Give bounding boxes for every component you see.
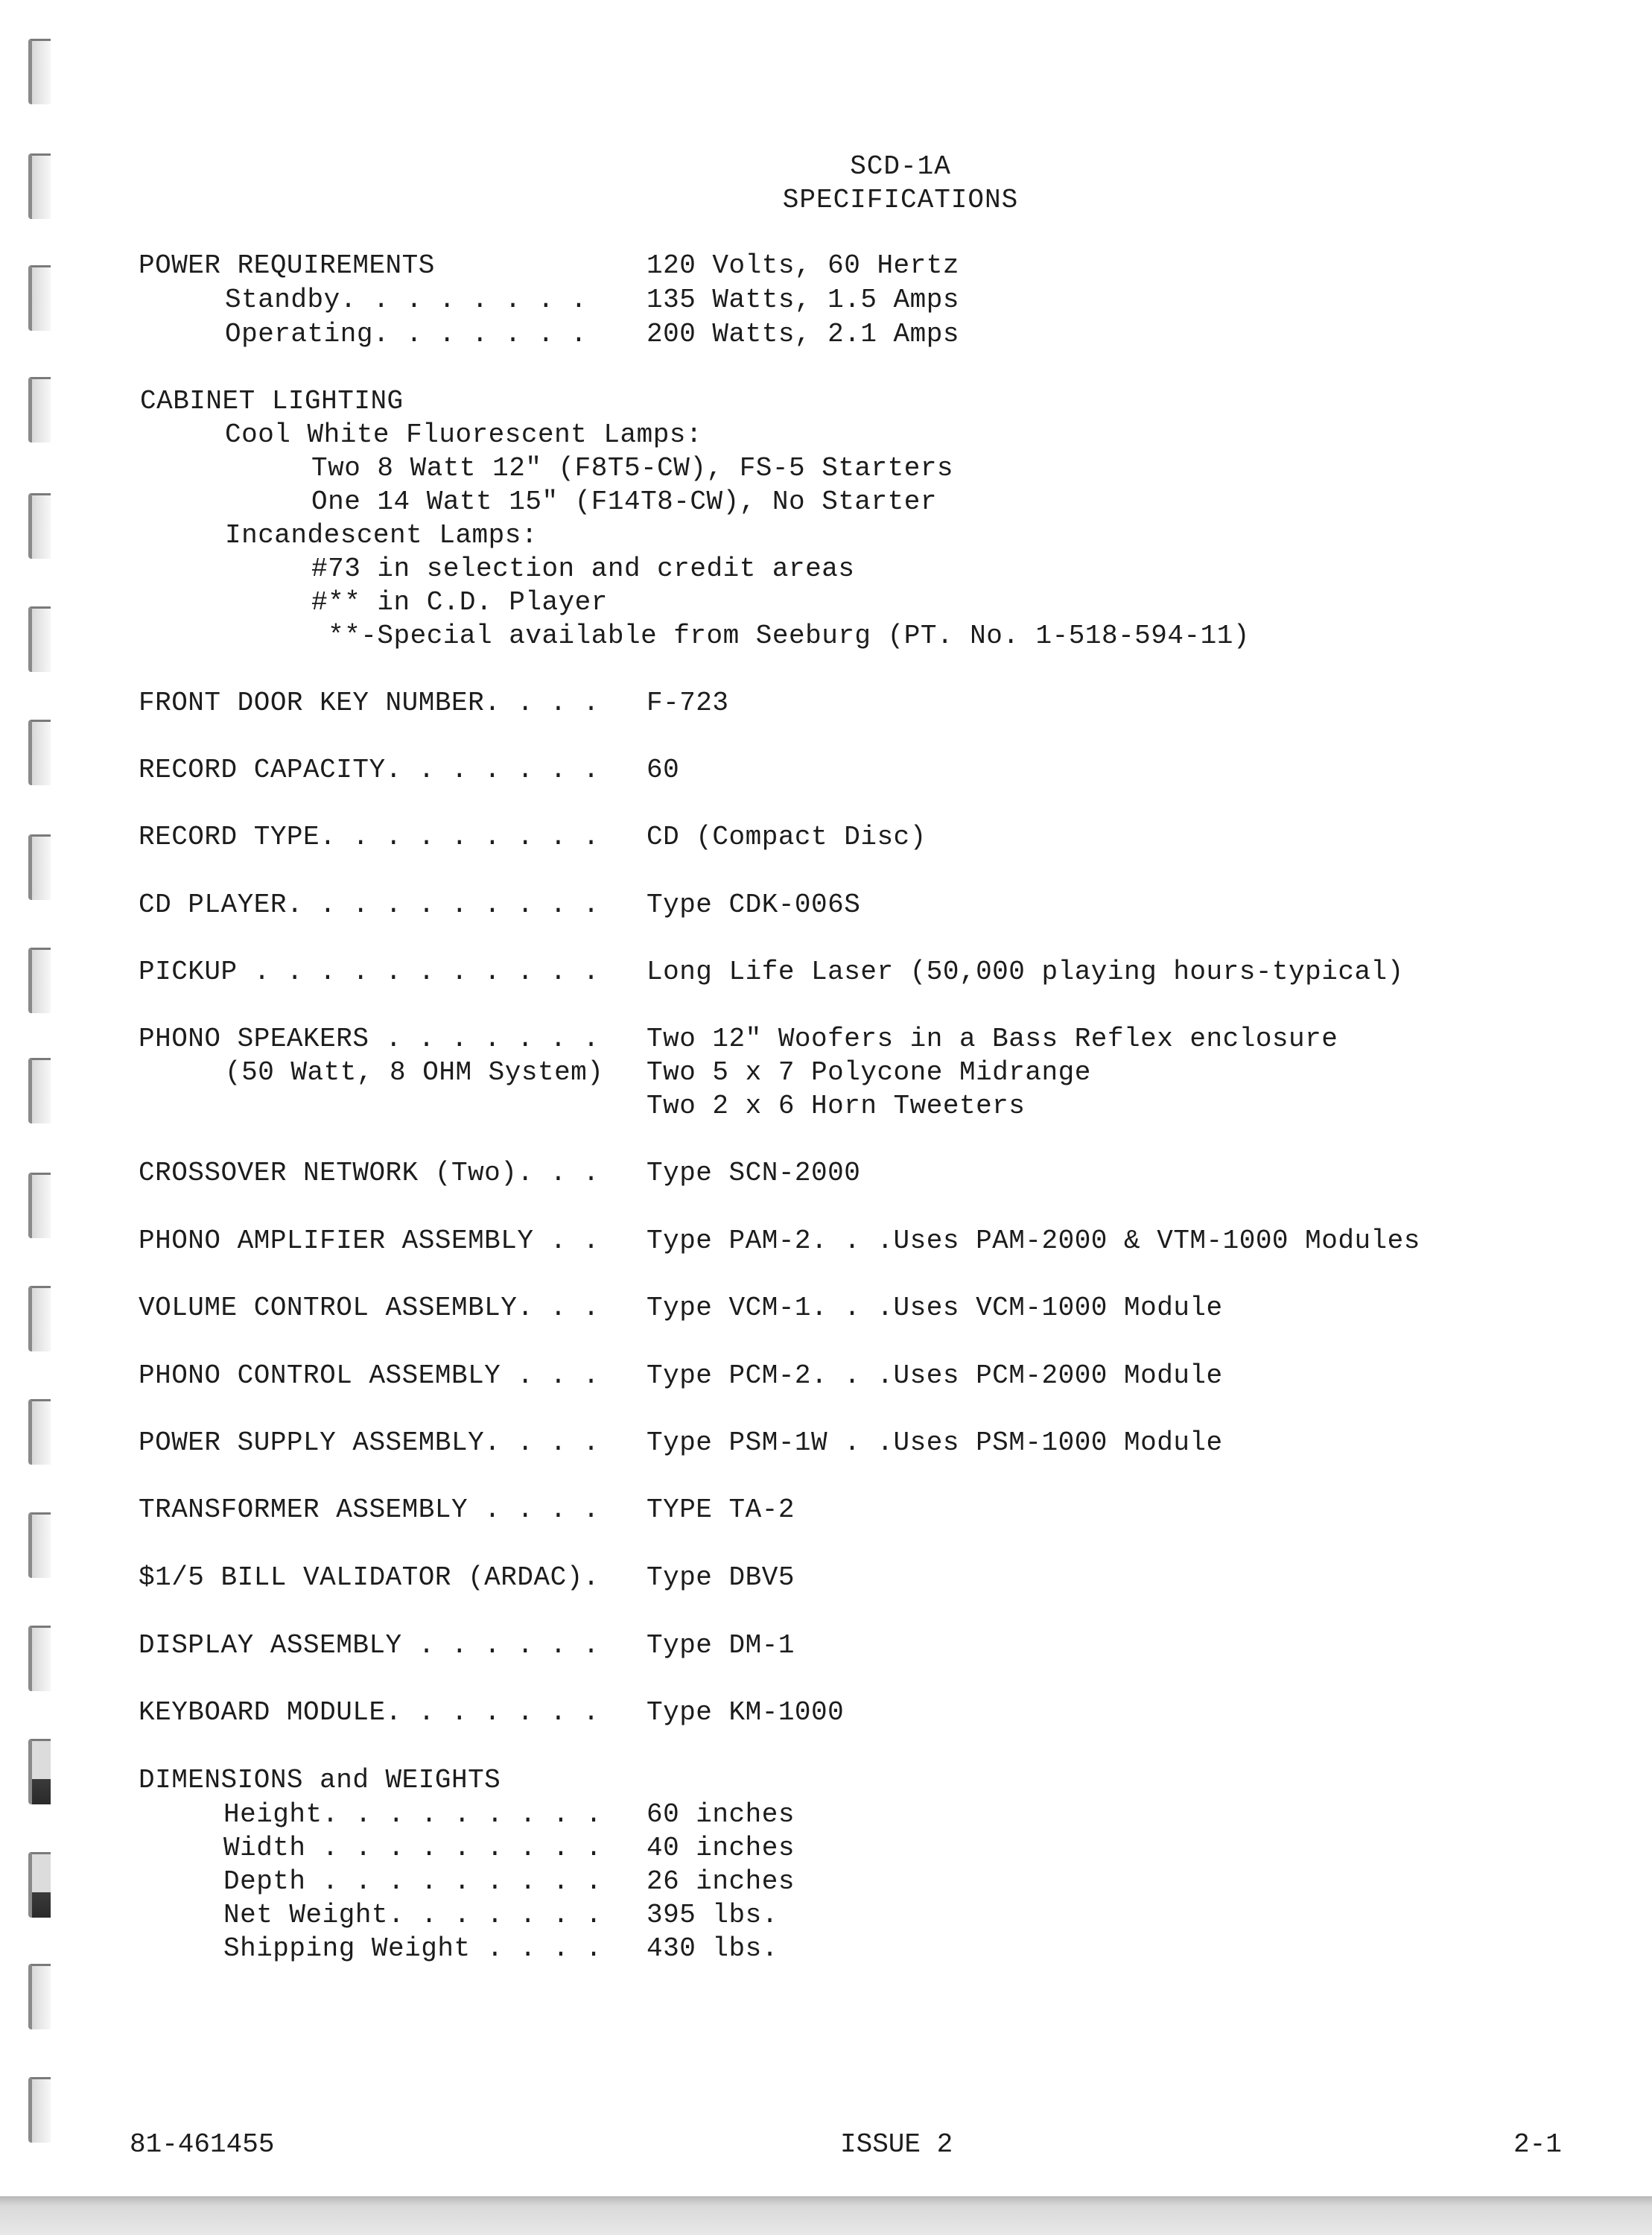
- spec-label: KEYBOARD MODULE. . . . . . .: [139, 1697, 600, 1728]
- incandescent-item: #** in C.D. Player: [311, 587, 608, 618]
- spec-row-transformer: [139, 1493, 795, 1527]
- spec-label: CD PLAYER. . . . . . . . . .: [139, 890, 600, 920]
- scan-edge: [0, 2196, 1652, 2235]
- speakers-label: PHONO SPEAKERS . . . . . . .: [139, 1024, 600, 1054]
- power-value: 120 Volts, 60 Hertz: [646, 250, 959, 281]
- spec-value: Type DBV5: [646, 1562, 795, 1593]
- spec-row-pickup: [139, 955, 1404, 989]
- dimension-value: 60 inches: [646, 1799, 795, 1830]
- spec-value: F-723: [646, 688, 729, 718]
- incandescent-item: #73 in selection and credit areas: [311, 554, 855, 584]
- incandescent-label: Incandescent Lamps:: [225, 520, 538, 551]
- binder-hole: [28, 265, 51, 331]
- binder-hole: [28, 39, 51, 104]
- binder-hole: [28, 377, 51, 443]
- spec-row-key-number: [139, 686, 729, 720]
- spec-label: RECORD TYPE. . . . . . . . .: [139, 822, 600, 852]
- binder-hole: [28, 493, 51, 559]
- binder-hole: [28, 1399, 51, 1465]
- dimension-row: [139, 1898, 778, 1933]
- binder-hole: [28, 1173, 51, 1238]
- spec-value: CD (Compact Disc): [646, 822, 927, 852]
- speakers-value: Two 12" Woofers in a Bass Reflex enclosure: [646, 1024, 1338, 1054]
- binder-holes: [0, 0, 67, 2205]
- dimension-row: [139, 1831, 795, 1865]
- spec-label: RECORD CAPACITY. . . . . . .: [139, 755, 600, 785]
- model-number: SCD-1A: [850, 151, 951, 182]
- spec-row-speakers-3: [139, 1089, 1026, 1123]
- spec-value: Type DM-1: [646, 1630, 795, 1661]
- binder-hole: [28, 1058, 51, 1123]
- spec-label: VOLUME CONTROL ASSEMBLY. . .: [139, 1293, 600, 1323]
- spec-row-power-supply: [139, 1426, 1223, 1460]
- dimension-value: 430 lbs.: [646, 1933, 778, 1964]
- dimension-label: Net Weight. . . . . . .: [223, 1900, 603, 1930]
- binder-hole: [28, 1739, 51, 1804]
- spec-row-display: [139, 1629, 795, 1663]
- spec-row-volume-control: [139, 1291, 1223, 1325]
- binder-hole: [28, 2077, 51, 2143]
- dimension-row: [139, 1798, 795, 1832]
- spec-value: Type CDK-006S: [646, 890, 861, 920]
- binder-hole: [28, 834, 51, 900]
- dimension-row: [139, 1932, 778, 1966]
- spec-row-cd-player: [139, 888, 861, 922]
- spec-row-crossover: [139, 1156, 861, 1191]
- spec-value: Type SCN-2000: [646, 1158, 861, 1188]
- spec-value: TYPE TA-2: [646, 1494, 795, 1525]
- speakers-value: Two 5 x 7 Polycone Midrange: [646, 1057, 1091, 1088]
- dimension-label: Shipping Weight . . . .: [223, 1933, 603, 1964]
- spec-value: Type PSM-1W . .Uses PSM-1000 Module: [646, 1427, 1223, 1458]
- binder-hole: [28, 1286, 51, 1351]
- binder-hole: [28, 153, 51, 219]
- binder-hole: [28, 1852, 51, 1918]
- spec-row-record-capacity: [139, 753, 680, 787]
- spec-label: $1/5 BILL VALIDATOR (ARDAC).: [139, 1562, 600, 1593]
- spec-label: DISPLAY ASSEMBLY . . . . . .: [139, 1630, 600, 1661]
- dimension-value: 395 lbs.: [646, 1900, 778, 1930]
- spec-row-bill-validator: [139, 1561, 795, 1595]
- binder-hole: [28, 948, 51, 1013]
- power-standby: [139, 283, 959, 317]
- power-requirements: [139, 249, 959, 283]
- spec-label: PHONO AMPLIFIER ASSEMBLY . .: [139, 1226, 600, 1256]
- spec-value: Type KM-1000: [646, 1697, 845, 1728]
- page-number: 2-1: [1513, 2129, 1562, 2160]
- speakers-value: Two 2 x 6 Horn Tweeters: [646, 1091, 1026, 1121]
- spec-row-speakers-2: [139, 1056, 1091, 1090]
- spec-label: CROSSOVER NETWORK (Two). . .: [139, 1158, 600, 1188]
- spec-label: PHONO CONTROL ASSEMBLY . . .: [139, 1360, 600, 1391]
- lighting-label: CABINET LIGHTING: [140, 386, 404, 416]
- fluorescent-label: Cool White Fluorescent Lamps:: [225, 419, 703, 450]
- operating-value: 200 Watts, 2.1 Amps: [646, 319, 959, 349]
- dimension-value: 26 inches: [646, 1866, 795, 1897]
- dimension-row: [139, 1865, 795, 1899]
- issue-number: ISSUE 2: [840, 2129, 953, 2160]
- spec-value: Type PCM-2. . .Uses PCM-2000 Module: [646, 1360, 1223, 1391]
- spec-row-speakers: [139, 1022, 1338, 1056]
- dimension-label: Width . . . . . . . . .: [223, 1833, 603, 1863]
- spec-value: 60: [646, 755, 680, 785]
- fluorescent-item: One 14 Watt 15" (F14T8-CW), No Starter: [311, 486, 937, 517]
- fluorescent-item: Two 8 Watt 12" (F8T5-CW), FS-5 Starters: [311, 453, 954, 484]
- binder-hole: [28, 1964, 51, 2029]
- spec-row-phono-control: [139, 1359, 1223, 1393]
- spec-value: Type PAM-2. . .Uses PAM-2000 & VTM-1000 Modules: [646, 1226, 1420, 1256]
- spec-value: Type VCM-1. . .Uses VCM-1000 Module: [646, 1293, 1223, 1323]
- spec-label: POWER SUPPLY ASSEMBLY. . . .: [139, 1427, 600, 1458]
- binder-hole: [28, 1626, 51, 1691]
- binder-hole: [28, 1512, 51, 1578]
- operating-label: Operating. . . . . . .: [225, 319, 588, 349]
- standby-value: 135 Watts, 1.5 Amps: [646, 285, 959, 315]
- speakers-sublabel: (50 Watt, 8 OHM System): [225, 1057, 604, 1088]
- spec-label: FRONT DOOR KEY NUMBER. . . .: [139, 688, 600, 718]
- spec-row-record-type: [139, 820, 927, 855]
- spec-row-keyboard: [139, 1696, 845, 1730]
- binder-hole: [28, 606, 51, 672]
- spec-row-amplifier: [139, 1224, 1420, 1258]
- binder-hole: [28, 720, 51, 785]
- incandescent-note: **-Special available from Seeburg (PT. No. 1-518-594-11): [311, 621, 1250, 651]
- dimension-value: 40 inches: [646, 1833, 795, 1863]
- document-number: 81-461455: [130, 2129, 275, 2160]
- dimension-label: Depth . . . . . . . . .: [223, 1866, 603, 1897]
- page-title: SPECIFICATIONS: [782, 185, 1019, 215]
- spec-value: Long Life Laser (50,000 playing hours-typical): [646, 957, 1404, 987]
- dimension-label: Height. . . . . . . . .: [223, 1799, 603, 1830]
- spec-label: TRANSFORMER ASSEMBLY . . . .: [139, 1494, 600, 1525]
- standby-label: Standby. . . . . . . .: [225, 285, 588, 315]
- dimensions-label: DIMENSIONS and WEIGHTS: [139, 1765, 501, 1795]
- power-operating: [139, 317, 959, 352]
- spec-label: PICKUP . . . . . . . . . . .: [139, 957, 600, 987]
- power-label: POWER REQUIREMENTS: [139, 250, 435, 281]
